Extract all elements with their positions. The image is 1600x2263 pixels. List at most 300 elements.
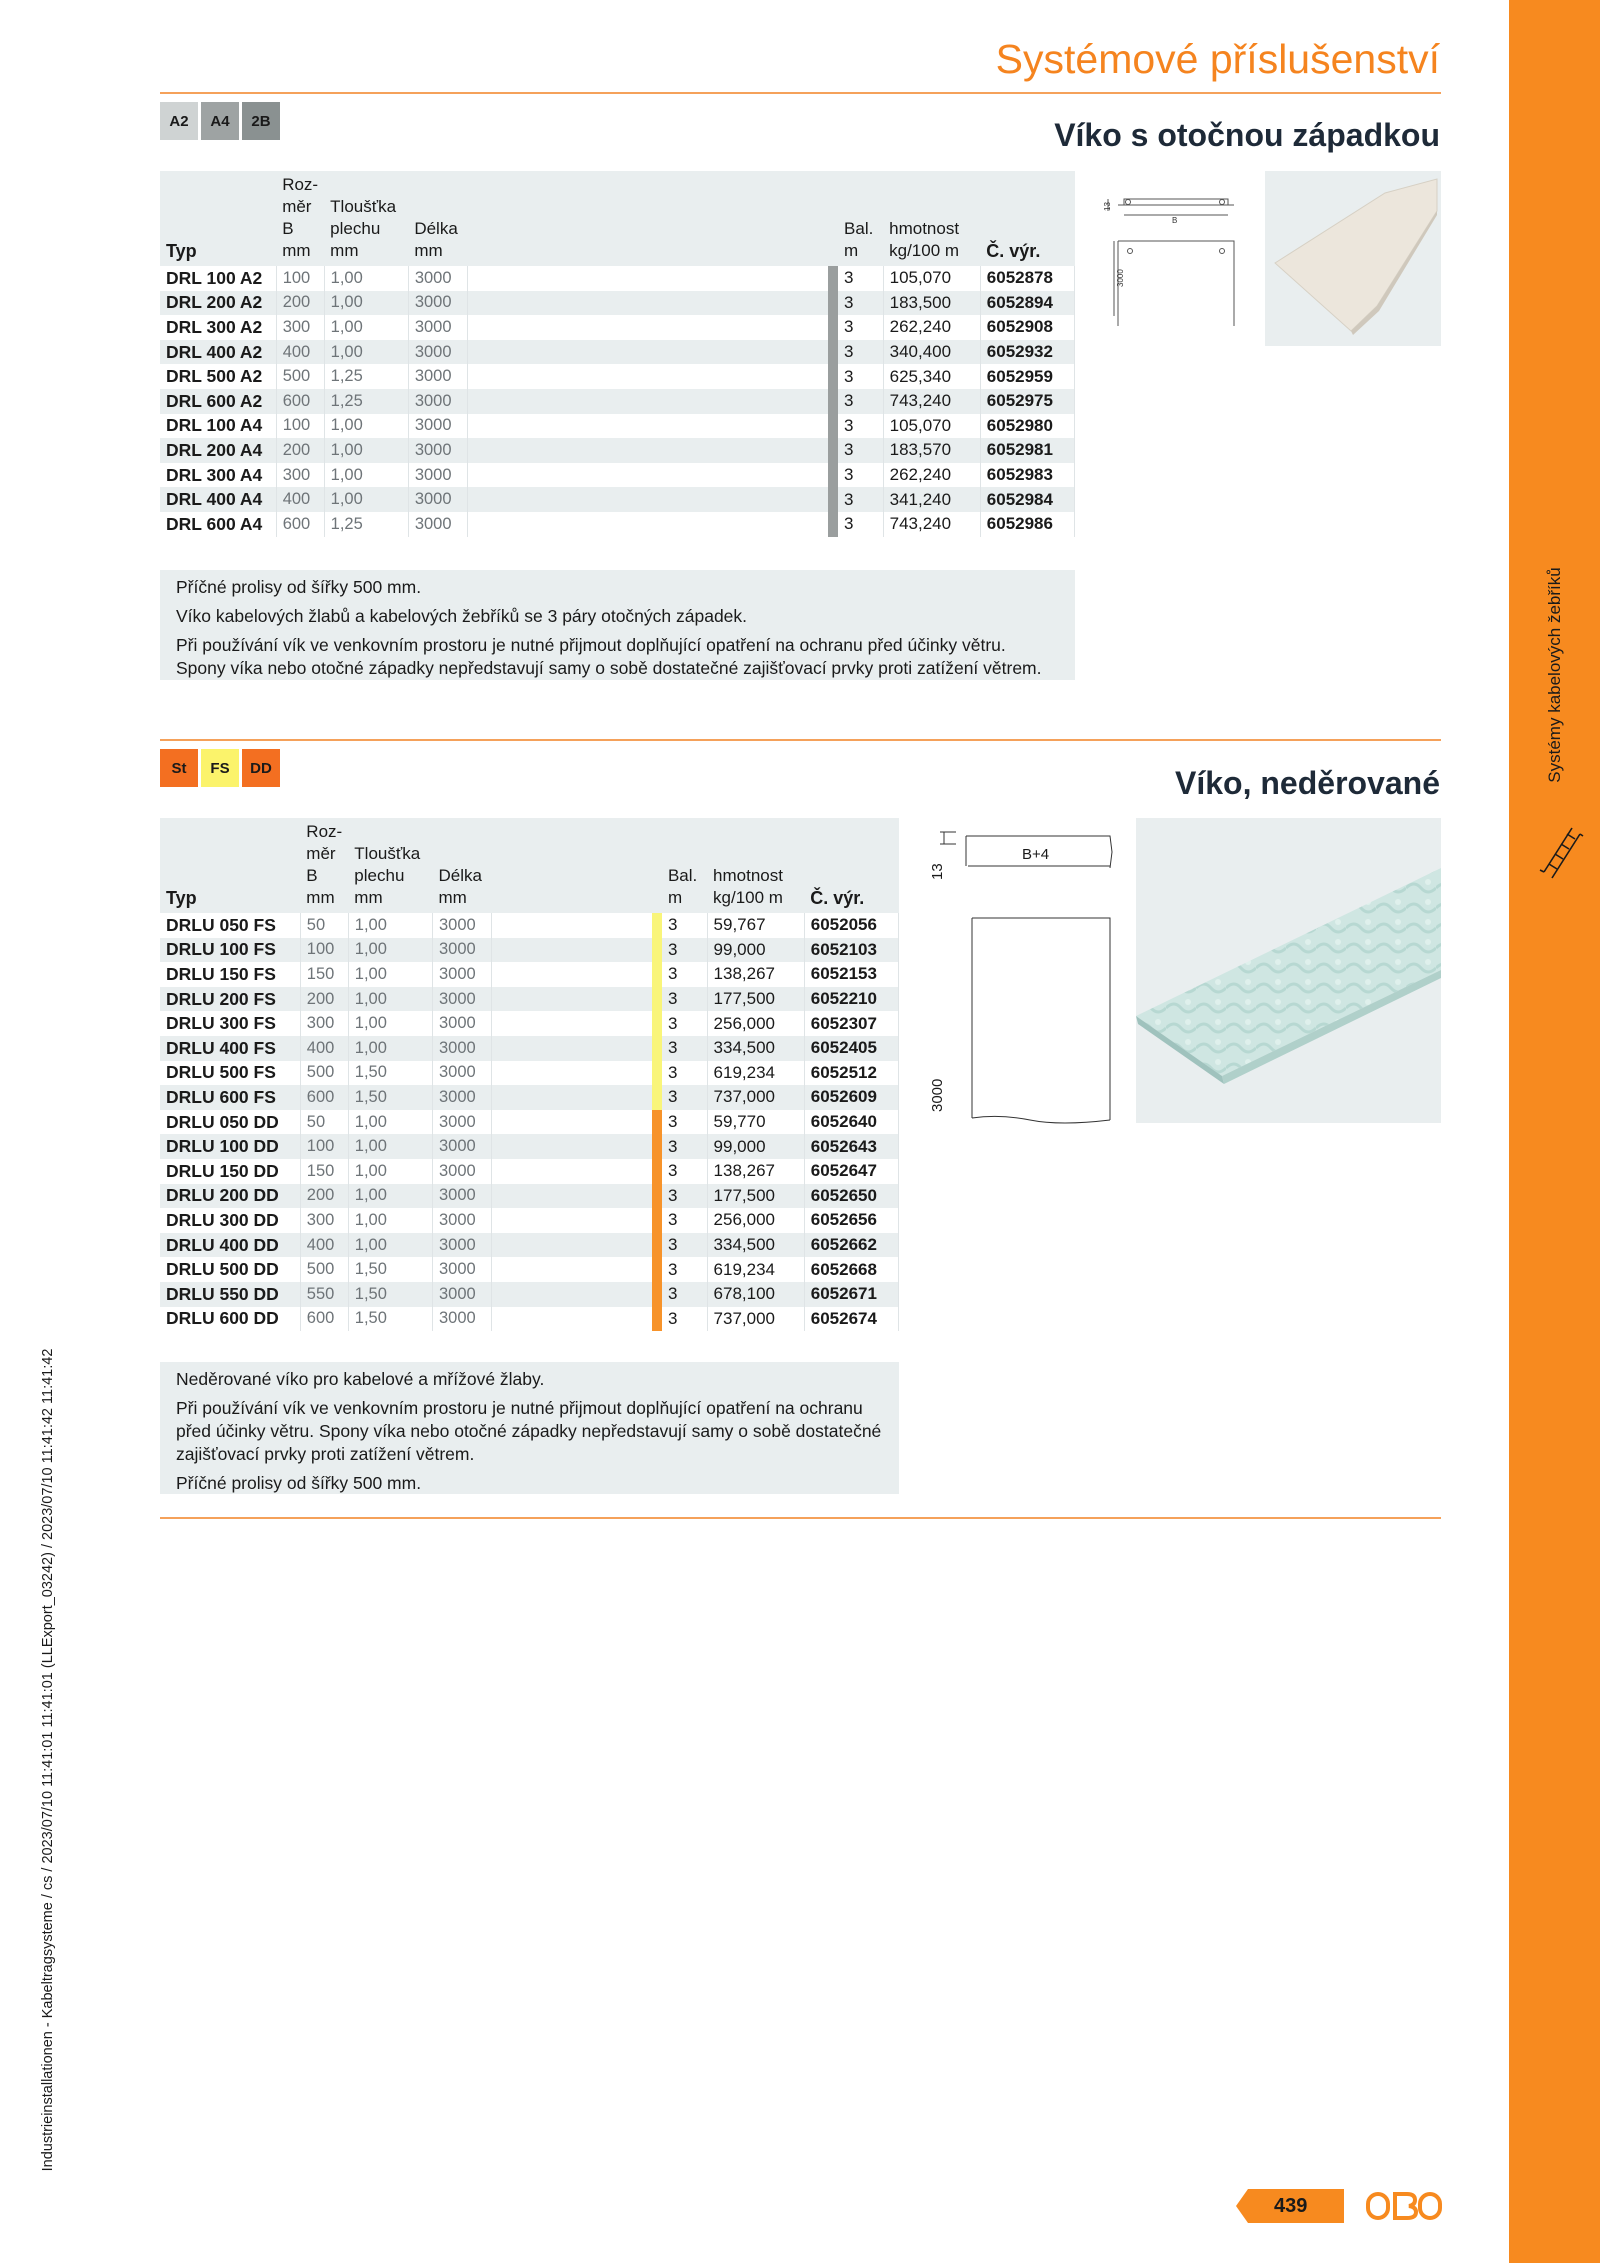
cell-tloustka: 1,00 xyxy=(348,1110,432,1135)
cell-delka: 3000 xyxy=(432,913,491,938)
cell-hmotnost: 138,267 xyxy=(707,1159,804,1184)
cell-bal: 3 xyxy=(838,463,883,488)
col-spacer xyxy=(492,818,652,913)
cell-bal: 3 xyxy=(662,1134,707,1159)
cell-rozmer: 300 xyxy=(276,463,324,488)
section-title: Víko, neděrované xyxy=(1175,765,1440,801)
material-strip xyxy=(652,1307,662,1332)
cell-cislo: 6052975 xyxy=(980,389,1074,414)
page-number-badge xyxy=(1236,2189,1344,2223)
cell-hmotnost: 59,770 xyxy=(707,1110,804,1135)
cell-typ: DRLU 400 FS xyxy=(160,1036,300,1061)
material-strip xyxy=(652,962,662,987)
drawing-dim-width: B+4 xyxy=(1022,846,1050,863)
col-spacer xyxy=(467,171,828,266)
cell-spacer xyxy=(467,512,828,537)
drawing-dim-length: 3000 xyxy=(1116,269,1125,287)
cell-cislo: 6052103 xyxy=(804,938,898,963)
cell-tloustka: 1,00 xyxy=(348,962,432,987)
cell-delka: 3000 xyxy=(432,1282,491,1307)
col-tloustka: Tloušťka plechu mm xyxy=(348,818,432,913)
cell-rozmer: 50 xyxy=(300,913,348,938)
material-strip xyxy=(652,1011,662,1036)
cell-spacer xyxy=(467,266,828,291)
cell-hmotnost: 105,070 xyxy=(883,414,980,439)
cell-rozmer: 200 xyxy=(300,1184,348,1209)
cell-tloustka: 1,00 xyxy=(324,438,408,463)
material-strip xyxy=(828,389,838,414)
cell-cislo: 6052668 xyxy=(804,1257,898,1282)
cell-hmotnost: 334,500 xyxy=(707,1233,804,1258)
cell-typ: DRLU 400 DD xyxy=(160,1233,300,1258)
cell-bal: 3 xyxy=(662,1061,707,1086)
drawing-dim-width: B xyxy=(1172,216,1178,225)
cell-tloustka: 1,00 xyxy=(348,913,432,938)
cell-delka: 3000 xyxy=(408,487,467,512)
cell-typ: DRLU 300 DD xyxy=(160,1208,300,1233)
cell-typ: DRLU 500 FS xyxy=(160,1061,300,1086)
cell-bal: 3 xyxy=(662,987,707,1012)
cell-spacer xyxy=(492,1184,652,1209)
col-cislo: Č. výr. xyxy=(980,171,1074,266)
drawing-dim-height: 13 xyxy=(929,863,946,880)
material-strip xyxy=(652,938,662,963)
col-rozmer: Roz- měr B mm xyxy=(300,818,348,913)
cell-hmotnost: 737,000 xyxy=(707,1307,804,1332)
cell-spacer xyxy=(492,1233,652,1258)
cell-rozmer: 400 xyxy=(276,487,324,512)
cell-spacer xyxy=(492,1282,652,1307)
material-strip xyxy=(652,1036,662,1061)
product-table xyxy=(160,171,1075,537)
table-row xyxy=(160,1061,899,1086)
cell-tloustka: 1,00 xyxy=(348,938,432,963)
cell-spacer xyxy=(467,389,828,414)
cell-typ: DRLU 150 DD xyxy=(160,1159,300,1184)
cell-hmotnost: 262,240 xyxy=(883,315,980,340)
cell-bal: 3 xyxy=(662,1282,707,1307)
cell-tloustka: 1,50 xyxy=(348,1061,432,1086)
cell-delka: 3000 xyxy=(408,266,467,291)
table-row xyxy=(160,1184,899,1209)
cell-delka: 3000 xyxy=(432,1233,491,1258)
cell-spacer xyxy=(492,1257,652,1282)
cell-spacer xyxy=(467,315,828,340)
cell-spacer xyxy=(492,1036,652,1061)
cell-delka: 3000 xyxy=(432,1159,491,1184)
table-row xyxy=(160,315,1075,340)
col-strip xyxy=(652,818,662,913)
cell-tloustka: 1,00 xyxy=(348,1011,432,1036)
cell-bal: 3 xyxy=(838,487,883,512)
cell-spacer xyxy=(492,962,652,987)
cell-cislo: 6052307 xyxy=(804,1011,898,1036)
cell-spacer xyxy=(492,938,652,963)
cell-cislo: 6052656 xyxy=(804,1208,898,1233)
cell-delka: 3000 xyxy=(432,1085,491,1110)
cell-bal: 3 xyxy=(662,1085,707,1110)
cell-delka: 3000 xyxy=(432,1110,491,1135)
table-row xyxy=(160,1036,899,1061)
cell-delka: 3000 xyxy=(432,1184,491,1209)
export-info: Industrieinstallationen - Kabeltragsysteme / cs / 2023/07/10 11:41:01 11:41:01 (LLExport_03242) / 2023/07/10 11:41:42 11:41:42 xyxy=(40,1348,56,2172)
cell-typ: DRL 600 A4 xyxy=(160,512,276,537)
cell-cislo: 6052643 xyxy=(804,1134,898,1159)
cell-hmotnost: 678,100 xyxy=(707,1282,804,1307)
table-row xyxy=(160,266,1075,291)
material-strip xyxy=(828,487,838,512)
material-tag-dd: DD xyxy=(242,749,280,787)
material-tag-a2: A2 xyxy=(160,102,198,140)
cell-bal: 3 xyxy=(662,1233,707,1258)
cell-hmotnost: 105,070 xyxy=(883,266,980,291)
cell-cislo: 6052932 xyxy=(980,340,1074,365)
cell-rozmer: 400 xyxy=(300,1036,348,1061)
cell-delka: 3000 xyxy=(432,1208,491,1233)
cell-spacer xyxy=(492,1307,652,1332)
cell-delka: 3000 xyxy=(432,1257,491,1282)
cell-delka: 3000 xyxy=(432,1134,491,1159)
table-row xyxy=(160,913,899,938)
cell-bal: 3 xyxy=(838,438,883,463)
cell-delka: 3000 xyxy=(432,1036,491,1061)
table-row xyxy=(160,938,899,963)
cell-bal: 3 xyxy=(662,962,707,987)
cell-hmotnost: 341,240 xyxy=(883,487,980,512)
cell-rozmer: 400 xyxy=(276,340,324,365)
cell-tloustka: 1,50 xyxy=(348,1257,432,1282)
note-line: Příčné prolisy od šířky 500 mm. xyxy=(176,1473,422,1493)
cell-tloustka: 1,00 xyxy=(348,1233,432,1258)
cell-cislo: 6052981 xyxy=(980,438,1074,463)
col-strip xyxy=(828,171,838,266)
cell-cislo: 6052056 xyxy=(804,913,898,938)
material-strip xyxy=(652,1061,662,1086)
cell-delka: 3000 xyxy=(408,340,467,365)
table-row xyxy=(160,1159,899,1184)
cell-delka: 3000 xyxy=(432,962,491,987)
note-line: Víko kabelových žlabů a kabelových žebříků se 3 páry otočných západek. xyxy=(176,606,748,626)
cell-tloustka: 1,50 xyxy=(348,1307,432,1332)
cell-typ: DRL 400 A2 xyxy=(160,340,276,365)
cell-spacer xyxy=(467,438,828,463)
cell-hmotnost: 625,340 xyxy=(883,364,980,389)
cell-rozmer: 300 xyxy=(300,1208,348,1233)
cell-bal: 3 xyxy=(838,315,883,340)
cell-rozmer: 500 xyxy=(276,364,324,389)
cell-typ: DRLU 100 FS xyxy=(160,938,300,963)
table-row xyxy=(160,438,1075,463)
cell-bal: 3 xyxy=(838,414,883,439)
technical-drawing xyxy=(920,818,1120,1128)
cell-tloustka: 1,00 xyxy=(348,1134,432,1159)
section-title: Víko s otočnou západkou xyxy=(1054,117,1440,153)
sidebar-band xyxy=(1509,0,1600,2263)
cell-cislo: 6052512 xyxy=(804,1061,898,1086)
cell-cislo: 6052983 xyxy=(980,463,1074,488)
cell-typ: DRLU 050 DD xyxy=(160,1110,300,1135)
cell-rozmer: 100 xyxy=(300,938,348,963)
cell-delka: 3000 xyxy=(408,438,467,463)
cell-bal: 3 xyxy=(662,1257,707,1282)
cell-tloustka: 1,00 xyxy=(324,291,408,316)
table-row xyxy=(160,414,1075,439)
cell-hmotnost: 177,500 xyxy=(707,1184,804,1209)
table-row xyxy=(160,1011,899,1036)
cell-delka: 3000 xyxy=(432,1307,491,1332)
cell-cislo: 6052662 xyxy=(804,1233,898,1258)
material-strip xyxy=(828,364,838,389)
cell-delka: 3000 xyxy=(408,389,467,414)
cell-cislo: 6052959 xyxy=(980,364,1074,389)
cell-rozmer: 400 xyxy=(300,1233,348,1258)
cell-typ: DRL 300 A2 xyxy=(160,315,276,340)
cell-hmotnost: 334,500 xyxy=(707,1036,804,1061)
col-bal: Bal. m xyxy=(662,818,707,913)
table-row xyxy=(160,389,1075,414)
cell-hmotnost: 177,500 xyxy=(707,987,804,1012)
cell-bal: 3 xyxy=(662,1208,707,1233)
material-tag-fs: FS xyxy=(201,749,239,787)
material-strip xyxy=(652,913,662,938)
col-typ: Typ xyxy=(160,171,276,266)
material-strip xyxy=(828,266,838,291)
col-tloustka: Tloušťka plechu mm xyxy=(324,171,408,266)
material-strip xyxy=(828,463,838,488)
cell-cislo: 6052980 xyxy=(980,414,1074,439)
material-tag-2b: 2B xyxy=(242,102,280,140)
table-row xyxy=(160,1307,899,1332)
material-strip xyxy=(652,1184,662,1209)
cell-bal: 3 xyxy=(838,291,883,316)
cell-typ: DRLU 200 DD xyxy=(160,1184,300,1209)
table-row xyxy=(160,487,1075,512)
cell-typ: DRL 200 A4 xyxy=(160,438,276,463)
cell-delka: 3000 xyxy=(408,463,467,488)
cell-tloustka: 1,50 xyxy=(348,1282,432,1307)
cell-spacer xyxy=(467,414,828,439)
cell-hmotnost: 138,267 xyxy=(707,962,804,987)
table-row xyxy=(160,962,899,987)
cell-spacer xyxy=(467,291,828,316)
cell-spacer xyxy=(467,487,828,512)
cell-typ: DRLU 600 DD xyxy=(160,1307,300,1332)
col-delka: Délka mm xyxy=(408,171,467,266)
cell-rozmer: 550 xyxy=(300,1282,348,1307)
material-strip xyxy=(652,1233,662,1258)
sidebar-title: Systémy kabelových žebříků xyxy=(1545,567,1564,783)
cell-cislo: 6052210 xyxy=(804,987,898,1012)
cell-bal: 3 xyxy=(662,1307,707,1332)
table-row xyxy=(160,512,1075,537)
cell-typ: DRL 500 A2 xyxy=(160,364,276,389)
cell-tloustka: 1,00 xyxy=(324,315,408,340)
cell-hmotnost: 183,500 xyxy=(883,291,980,316)
cell-delka: 3000 xyxy=(408,291,467,316)
material-strip xyxy=(652,1159,662,1184)
cell-bal: 3 xyxy=(662,1159,707,1184)
page-number: 439 xyxy=(1274,2195,1308,2217)
cell-spacer xyxy=(492,1208,652,1233)
material-tags xyxy=(160,102,280,140)
cell-typ: DRLU 050 FS xyxy=(160,913,300,938)
cell-delka: 3000 xyxy=(432,1011,491,1036)
cell-rozmer: 200 xyxy=(276,438,324,463)
cell-hmotnost: 737,000 xyxy=(707,1085,804,1110)
table-row xyxy=(160,1282,899,1307)
cell-tloustka: 1,00 xyxy=(348,1184,432,1209)
cell-cislo: 6052405 xyxy=(804,1036,898,1061)
cell-rozmer: 100 xyxy=(300,1134,348,1159)
cell-spacer xyxy=(492,1134,652,1159)
cell-hmotnost: 256,000 xyxy=(707,1011,804,1036)
col-delka: Délka mm xyxy=(432,818,491,913)
cell-typ: DRLU 100 DD xyxy=(160,1134,300,1159)
cell-typ: DRL 100 A2 xyxy=(160,266,276,291)
cell-bal: 3 xyxy=(662,1036,707,1061)
table-row xyxy=(160,1257,899,1282)
cell-tloustka: 1,00 xyxy=(324,340,408,365)
cell-rozmer: 200 xyxy=(300,987,348,1012)
cell-cislo: 6052609 xyxy=(804,1085,898,1110)
cell-rozmer: 100 xyxy=(276,414,324,439)
col-hmotnost: hmotnost kg/100 m xyxy=(883,171,980,266)
product-photo-lid xyxy=(1265,171,1441,346)
section-rule xyxy=(160,1517,1441,1519)
cell-typ: DRL 600 A2 xyxy=(160,389,276,414)
cell-rozmer: 200 xyxy=(276,291,324,316)
cell-typ: DRLU 300 FS xyxy=(160,1011,300,1036)
cell-bal: 3 xyxy=(838,364,883,389)
cell-hmotnost: 743,240 xyxy=(883,512,980,537)
cell-cislo: 6052640 xyxy=(804,1110,898,1135)
cell-rozmer: 300 xyxy=(300,1011,348,1036)
cell-bal: 3 xyxy=(838,389,883,414)
cell-hmotnost: 262,240 xyxy=(883,463,980,488)
material-strip xyxy=(652,1208,662,1233)
cell-tloustka: 1,00 xyxy=(324,266,408,291)
col-bal: Bal. m xyxy=(838,171,883,266)
cell-hmotnost: 743,240 xyxy=(883,389,980,414)
table-row xyxy=(160,291,1075,316)
product-photo-lid xyxy=(1136,818,1441,1123)
note-line: Při používání vík ve venkovním prostoru je nutné přijmout doplňující opatření na ochranu před účinky větru. Spony víka nebo otočné západky nepředstavují samy o sobě dostatečné zajišťovací prvky proti zatížení větrem. xyxy=(176,635,1042,678)
cell-tloustka: 1,00 xyxy=(348,1036,432,1061)
cell-spacer xyxy=(467,364,828,389)
cell-delka: 3000 xyxy=(432,938,491,963)
cell-typ: DRLU 200 FS xyxy=(160,987,300,1012)
cell-spacer xyxy=(492,1061,652,1086)
cell-tloustka: 1,00 xyxy=(348,1159,432,1184)
col-cislo: Č. výr. xyxy=(804,818,898,913)
material-strip xyxy=(828,340,838,365)
notes-box xyxy=(160,1362,899,1494)
section-rule xyxy=(160,739,1441,741)
material-tag-st: St xyxy=(160,749,198,787)
cell-hmotnost: 183,570 xyxy=(883,438,980,463)
cell-spacer xyxy=(492,987,652,1012)
cell-cislo: 6052674 xyxy=(804,1307,898,1332)
material-strip xyxy=(652,1257,662,1282)
cell-rozmer: 300 xyxy=(276,315,324,340)
cell-rozmer: 100 xyxy=(276,266,324,291)
cell-cislo: 6052878 xyxy=(980,266,1074,291)
cell-typ: DRL 200 A2 xyxy=(160,291,276,316)
cell-tloustka: 1,00 xyxy=(324,487,408,512)
table-row xyxy=(160,1208,899,1233)
cell-rozmer: 150 xyxy=(300,1159,348,1184)
drawing-dim-length: 3000 xyxy=(929,1078,946,1112)
cell-hmotnost: 619,234 xyxy=(707,1257,804,1282)
table-row xyxy=(160,1110,899,1135)
cell-spacer xyxy=(467,463,828,488)
cell-typ: DRLU 150 FS xyxy=(160,962,300,987)
cell-rozmer: 600 xyxy=(300,1307,348,1332)
cell-delka: 3000 xyxy=(408,315,467,340)
material-strip xyxy=(828,291,838,316)
header-rule xyxy=(160,92,1441,94)
cell-typ: DRLU 550 DD xyxy=(160,1282,300,1307)
page-title: Systémové příslušenství xyxy=(995,36,1440,82)
cell-tloustka: 1,25 xyxy=(324,512,408,537)
cell-bal: 3 xyxy=(838,512,883,537)
notes-box xyxy=(160,570,1075,680)
material-tags xyxy=(160,749,280,787)
cell-tloustka: 1,00 xyxy=(348,987,432,1012)
material-strip xyxy=(652,1134,662,1159)
cell-cislo: 6052986 xyxy=(980,512,1074,537)
cell-delka: 3000 xyxy=(408,512,467,537)
cell-bal: 3 xyxy=(662,1110,707,1135)
cell-tloustka: 1,50 xyxy=(348,1085,432,1110)
cell-delka: 3000 xyxy=(432,987,491,1012)
cell-typ: DRL 100 A4 xyxy=(160,414,276,439)
cell-spacer xyxy=(492,1110,652,1135)
cell-hmotnost: 340,400 xyxy=(883,340,980,365)
cell-bal: 3 xyxy=(838,340,883,365)
material-strip xyxy=(652,1110,662,1135)
cell-bal: 3 xyxy=(662,938,707,963)
cell-delka: 3000 xyxy=(408,414,467,439)
cell-rozmer: 600 xyxy=(276,512,324,537)
cell-hmotnost: 99,000 xyxy=(707,938,804,963)
table-row xyxy=(160,364,1075,389)
cell-spacer xyxy=(492,1085,652,1110)
cell-typ: DRL 400 A4 xyxy=(160,487,276,512)
cell-spacer xyxy=(492,1159,652,1184)
obo-logo xyxy=(1365,2189,1443,2223)
table-row xyxy=(160,1085,899,1110)
cell-rozmer: 150 xyxy=(300,962,348,987)
cell-hmotnost: 256,000 xyxy=(707,1208,804,1233)
cell-tloustka: 1,00 xyxy=(324,414,408,439)
technical-drawing xyxy=(1094,171,1244,346)
table-row xyxy=(160,340,1075,365)
cell-cislo: 6052908 xyxy=(980,315,1074,340)
material-strip xyxy=(828,315,838,340)
note-line: Neděrované víko pro kabelové a mřížové žlaby. xyxy=(176,1369,545,1389)
material-strip xyxy=(652,1085,662,1110)
table-row xyxy=(160,463,1075,488)
table-row xyxy=(160,987,899,1012)
cell-cislo: 6052650 xyxy=(804,1184,898,1209)
cell-spacer xyxy=(492,1011,652,1036)
cell-hmotnost: 59,767 xyxy=(707,913,804,938)
cell-tloustka: 1,25 xyxy=(324,389,408,414)
cell-bal: 3 xyxy=(662,913,707,938)
material-strip xyxy=(828,512,838,537)
table-row xyxy=(160,1233,899,1258)
